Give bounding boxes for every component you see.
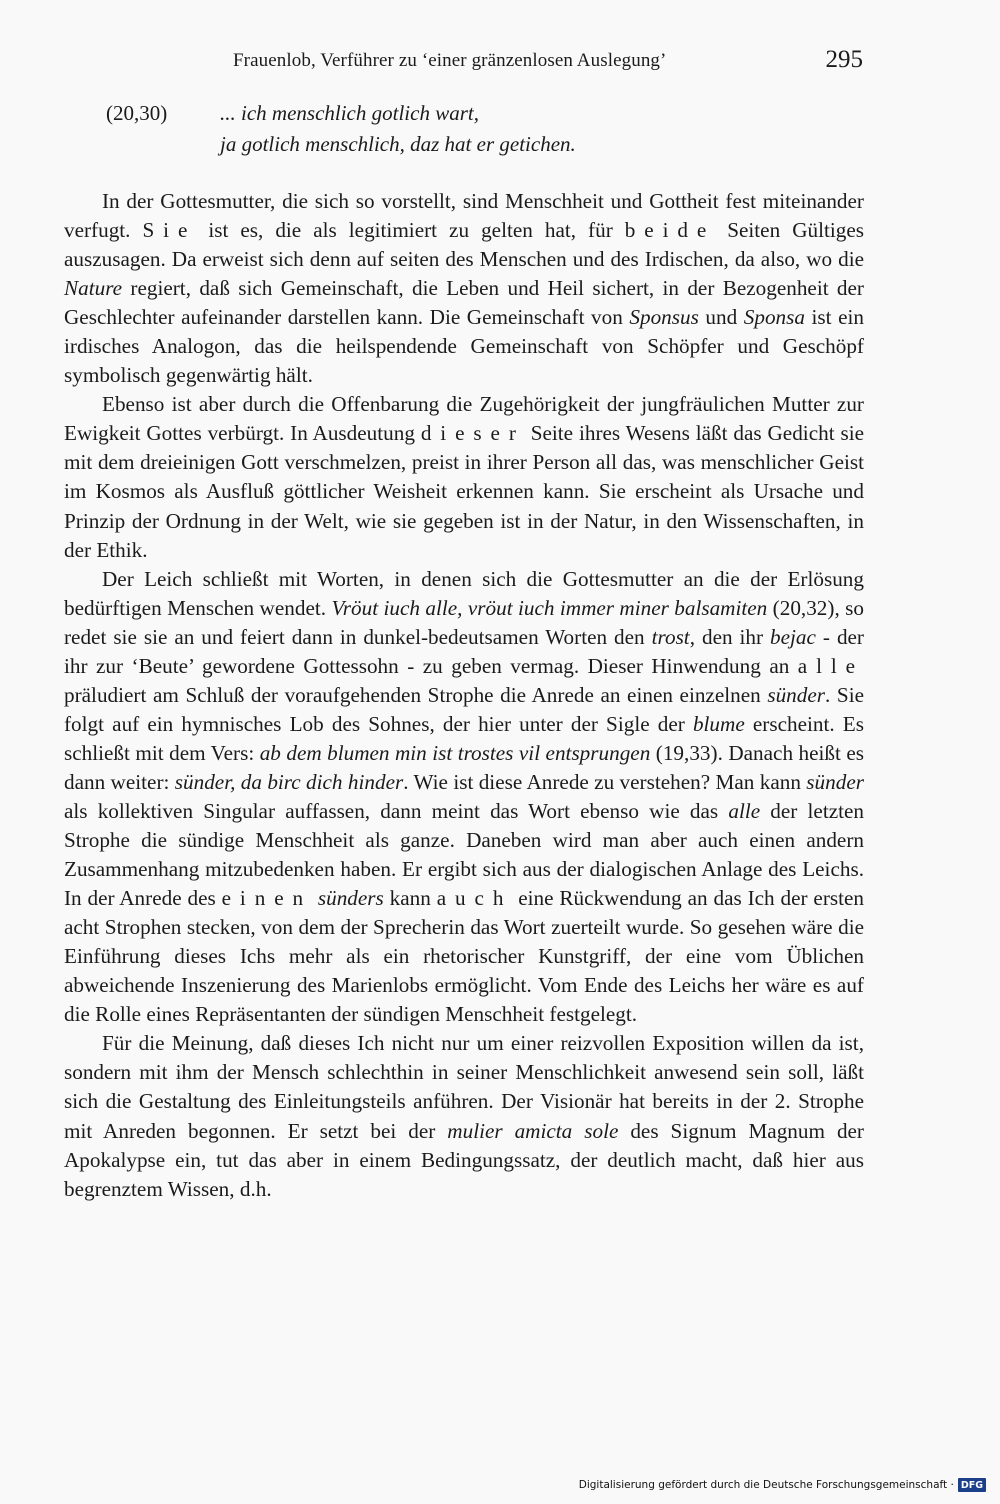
emphasized-text: sünder, da birc dich hinder — [174, 769, 404, 794]
digitization-credit — [579, 1478, 986, 1492]
body-text — [64, 187, 864, 1204]
paragraph — [64, 187, 864, 390]
text-run: eine Rückwendung an das Ich der ersten acht Strophen stecken, von dem der Sprecherin das Wort zuerteilt wurde. So gesehen wäre die Einführung dieses Ichs mehr als ein rhetorischer Kunstgriff, der eine vom Üblichen abweichende Inszenierung des Marienlobs ermöglicht. Vom Ende des Leichs her wäre es auf die Rolle eines Repräsentanten der sündigen Menschheit festgelegt. — [64, 886, 865, 1027]
emphasized-text: Vröut iuch alle, vröut iuch immer miner balsamiten — [331, 595, 768, 620]
verse-reference: (20,30) — [106, 101, 168, 125]
text-run: regiert, daß sich Gemeinschaft, die Leben und Heil sichert, in der Bezogenheit der Geschlechter aufeinander darstellen kann. Die Gemeinschaft von — [64, 276, 864, 330]
text-run: präludiert am Schluß der voraufgehenden Strophe die Anrede an einen einzelnen — [64, 682, 768, 707]
spaced-emphasis: dieser — [420, 421, 525, 446]
spaced-emphasis: einen — [221, 886, 312, 911]
text-run: , den ihr — [689, 624, 771, 649]
text-run: Seite ihres Wesens läßt das Gedicht sie mit dem dreieinigen Gott verschmelzen, preist in ihrer Person all das, was menschlicher Geist im Kosmos als Ausfluß göttlicher Weisheit erkennen kann. Sie erscheint als Ursache und Prinzip der Ordnung in der Welt, wie sie gegeben ist in der Natur, in den Wissenschaften, in der Ethik. — [64, 421, 864, 562]
text-run: Der Leich schließt mit Worten, in denen sich die Gottesmutter an die der Erlösung bedürftigen Menschen wendet. — [64, 566, 864, 620]
text-run: (20,32), so redet sie sie an und feiert dann in dunkel-bedeutsamen Worten den — [64, 595, 864, 649]
emphasized-text: Nature — [64, 276, 123, 301]
text-run: . Wie ist diese Anrede zu verstehen? Man kann — [403, 769, 807, 794]
spaced-emphasis: Sie — [142, 218, 197, 243]
text-run: Seiten Gültiges auszusagen. Da erweist sich denn auf seiten des Menschen und des Irdischen, da also, wo die — [64, 218, 864, 272]
page-header — [233, 48, 863, 78]
text-run: des Signum Magnum der Apokalypse ein, tut das aber in einem Bedingungssatz, der deutlich macht, daß hier aus begrenztem Wissen, d.h. — [64, 1118, 864, 1201]
emphasized-text: Sponsus — [629, 305, 699, 330]
emphasized-text: trost — [651, 624, 690, 649]
text-run: kann — [383, 886, 437, 911]
paragraph — [64, 565, 864, 1030]
emphasized-text: sünder — [767, 682, 826, 707]
text-run: ist ein irdisches Analogon, das die heilspendende Gemeinschaft von Schöpfer und Geschöpf symbolisch gegenwärtig hält. — [64, 305, 864, 388]
emphasized-text: ab dem blumen min ist trostes vil entsprungen — [259, 740, 651, 765]
spaced-emphasis: alle — [797, 653, 864, 678]
text-run: Ebenso ist aber durch die Offenbarung die Zugehörigkeit der jungfräulichen Mutter zur Ewigkeit Gottes verbürgt. In Ausdeutung — [64, 392, 864, 446]
page-number: 295 — [825, 46, 863, 73]
emphasized-text: bejac — [770, 624, 816, 649]
text-run: erscheint. Es schließt mit dem Vers: — [64, 711, 864, 765]
text-run: der letzten Strophe die sündige Menschheit als ganze. Daneben wird man aber auch einen andern Zusammenhang mitzubedenken haben. Er ergibt sich aus der dialogischen Anlage des Leichs. In der Anrede des — [64, 798, 864, 911]
emphasized-text: Sponsa — [743, 305, 805, 330]
text-run: ist es, die als legitimiert zu gelten hat, für — [196, 218, 625, 243]
verse-line: ... ich menschlich gotlich wart, — [220, 101, 479, 125]
emphasized-text: mulier amicta sole — [447, 1118, 619, 1143]
emphasized-text: alle — [728, 798, 761, 823]
text-run: und — [698, 305, 744, 330]
text-run: In der Gottesmutter, die sich so vorstellt, sind Menschheit und Gottheit fest miteinander verfugt. — [64, 189, 864, 243]
credit-text: Digitalisierung gefördert durch die Deutsche Forschungsgemeinschaft · — [578, 1479, 954, 1491]
emphasized-text: sünders — [317, 886, 384, 911]
emphasized-text: sünder — [806, 769, 864, 794]
text-run: - der ihr zur ‘Beute’ gewordene Gottessohn - zu geben vermag. Dieser Hinwendung an — [64, 624, 864, 678]
verse-line: ja gotlich menschlich, daz hat er getichen. — [220, 132, 576, 156]
spaced-emphasis: beide — [624, 218, 716, 243]
emphasized-text: blume — [692, 711, 745, 736]
text-run: als kollektiven Singular auffassen, dann meint das Wort ebenso wie das — [64, 798, 729, 823]
text-run: . Sie folgt auf ein hymnisches Lob des Sohnes, der hier unter der Sigle der — [64, 682, 864, 736]
paragraph — [64, 1029, 864, 1203]
spaced-emphasis: auch — [436, 886, 513, 911]
text-run: (19,33). Danach heißt es dann weiter: — [64, 740, 864, 794]
text-run: Für die Meinung, daß dieses Ich nicht nur um einer reizvollen Exposition willen da ist, sondern mit ihm der Mensch schlechthin in seiner Menschlichkeit anwesend sein soll, läßt sich die Gestaltung des Einleitungsteils anführen. Der Visionär hat bereits in der 2. Strophe mit Anreden begonnen. Er setzt bei der — [64, 1031, 864, 1143]
running-title: Frauenlob, Verführer zu ‘einer gränzenlosen Auslegung’ — [233, 50, 667, 71]
dfg-logo: DFG — [958, 1478, 986, 1492]
paragraph — [64, 390, 864, 564]
